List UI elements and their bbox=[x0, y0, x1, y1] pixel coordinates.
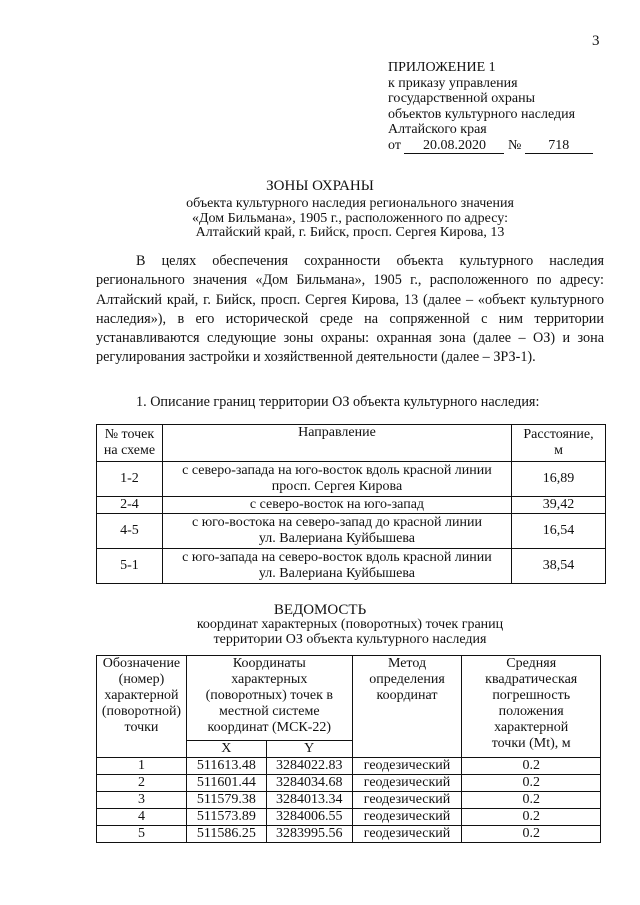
appendix-line-4: Алтайского края bbox=[388, 122, 487, 137]
appendix-line-2: государственной охраны bbox=[388, 91, 536, 106]
header-designation: Обозначение (номер) характерной (поворотной) точки bbox=[97, 656, 187, 758]
from-label: от bbox=[388, 137, 401, 153]
y-cell: 3284006.55 bbox=[266, 809, 352, 826]
document-subtitle bbox=[150, 197, 550, 241]
point-number: 2 bbox=[97, 775, 187, 792]
appendix-block bbox=[388, 60, 593, 154]
method-cell: геодезический bbox=[352, 792, 462, 809]
header-points: № точек на схеме bbox=[97, 425, 163, 462]
coord-row bbox=[97, 826, 601, 843]
distance-cell: 38,54 bbox=[512, 549, 606, 584]
distance-cell: 16,54 bbox=[512, 514, 606, 549]
coordinates-table bbox=[96, 655, 601, 843]
direction-cell: с юго-запада на северо-восток вдоль красной линии ул. Валериана Куйбышева bbox=[162, 549, 511, 584]
intro-paragraph-text: В целях обеспечения сохранности объекта культурного наследия регионального значения «Дом Бильмана», 1905 г., расположенного по адресу: Алтайский край, г. Бийск, просп. Сергея Кирова, 13 (далее – «объект культурного наследия»), в его исторической среде на сопряженной с ним территории устанавливаются следующие зоны охраны: охранная зона (далее – ОЗ) и зона регулирования застройки и хозяйственной деятельности (далее – ЗРЗ-1). bbox=[96, 253, 604, 366]
statement-title: ВЕДОМОСТЬ bbox=[273, 602, 367, 618]
method-cell: геодезический bbox=[352, 775, 462, 792]
points-cell: 1-2 bbox=[97, 462, 163, 497]
direction-cell: с северо-восток на юго-запад bbox=[162, 497, 511, 514]
mt-cell: 0.2 bbox=[462, 809, 601, 826]
points-cell: 4-5 bbox=[97, 514, 163, 549]
header-distance: Расстояние, м bbox=[512, 425, 606, 462]
boundary-row bbox=[97, 497, 606, 514]
x-cell: 511573.89 bbox=[186, 809, 266, 826]
x-cell: 511601.44 bbox=[186, 775, 266, 792]
x-cell: 511579.38 bbox=[186, 792, 266, 809]
page-number: 3 bbox=[592, 33, 600, 49]
point-number: 3 bbox=[97, 792, 187, 809]
x-cell: 511586.25 bbox=[186, 826, 266, 843]
x-cell: 511613.48 bbox=[186, 758, 266, 775]
boundary-row bbox=[97, 549, 606, 584]
header-y: Y bbox=[266, 741, 352, 758]
header-x: X bbox=[186, 741, 266, 758]
mt-cell: 0.2 bbox=[462, 775, 601, 792]
direction-cell: с юго-востока на северо-запад до красной линии ул. Валериана Куйбышева bbox=[162, 514, 511, 549]
document-title: ЗОНЫ ОХРАНЫ bbox=[266, 178, 374, 194]
distance-cell: 16,89 bbox=[512, 462, 606, 497]
coord-row bbox=[97, 792, 601, 809]
point-number: 4 bbox=[97, 809, 187, 826]
y-cell: 3283995.56 bbox=[266, 826, 352, 843]
coord-row bbox=[97, 775, 601, 792]
coord-row bbox=[97, 809, 601, 826]
subtitle-line-2: «Дом Бильмана», 1905 г., расположенного по адресу: bbox=[192, 210, 508, 226]
subtitle-line-3: Алтайский край, г. Бийск, просп. Сергея Кирова, 13 bbox=[195, 225, 505, 240]
subtitle-line-1: объекта культурного наследия регионального значения bbox=[186, 196, 514, 211]
y-cell: 3284034.68 bbox=[266, 775, 352, 792]
mt-cell: 0.2 bbox=[462, 826, 601, 843]
appendix-date-line bbox=[388, 138, 593, 155]
boundary-header-row bbox=[97, 425, 606, 462]
header-method: Метод определения координат bbox=[352, 656, 462, 758]
order-date: 20.08.2020 bbox=[404, 138, 504, 155]
appendix-title: ПРИЛОЖЕНИЕ 1 bbox=[388, 60, 496, 75]
point-number: 1 bbox=[97, 758, 187, 775]
order-number: 718 bbox=[525, 138, 593, 155]
direction-cell: с северо-запада на юго-восток вдоль красной линии просп. Сергея Кирова bbox=[162, 462, 511, 497]
mt-cell: 0.2 bbox=[462, 792, 601, 809]
number-label: № bbox=[507, 137, 522, 153]
method-cell: геодезический bbox=[352, 809, 462, 826]
header-direction: Направление bbox=[162, 425, 511, 462]
mt-cell: 0.2 bbox=[462, 758, 601, 775]
boundary-table bbox=[96, 424, 606, 584]
header-error: Средняя квадратическая погрешность положения характерной точки (Mt), м bbox=[462, 656, 601, 758]
coord-row bbox=[97, 758, 601, 775]
section-1-heading: 1. Описание границ территории ОЗ объекта культурного наследия: bbox=[136, 394, 540, 410]
points-cell: 2-4 bbox=[97, 497, 163, 514]
statement-subtitle: координат характерных (поворотных) точек границ территории ОЗ объекта культурного наследия bbox=[196, 617, 504, 647]
distance-cell: 39,42 bbox=[512, 497, 606, 514]
boundary-row bbox=[97, 514, 606, 549]
y-cell: 3284022.83 bbox=[266, 758, 352, 775]
method-cell: геодезический bbox=[352, 826, 462, 843]
appendix-line-3: объектов культурного наследия bbox=[388, 106, 576, 122]
point-number: 5 bbox=[97, 826, 187, 843]
boundary-row bbox=[97, 462, 606, 497]
y-cell: 3284013.34 bbox=[266, 792, 352, 809]
points-cell: 5-1 bbox=[97, 549, 163, 584]
header-coordinates: Координаты характерных (поворотных) точек в местной системе координат (МСК-22) bbox=[186, 656, 352, 741]
method-cell: геодезический bbox=[352, 758, 462, 775]
intro-paragraph bbox=[96, 252, 604, 368]
coord-header-row bbox=[97, 656, 601, 741]
appendix-line-1: к приказу управления bbox=[388, 75, 518, 91]
